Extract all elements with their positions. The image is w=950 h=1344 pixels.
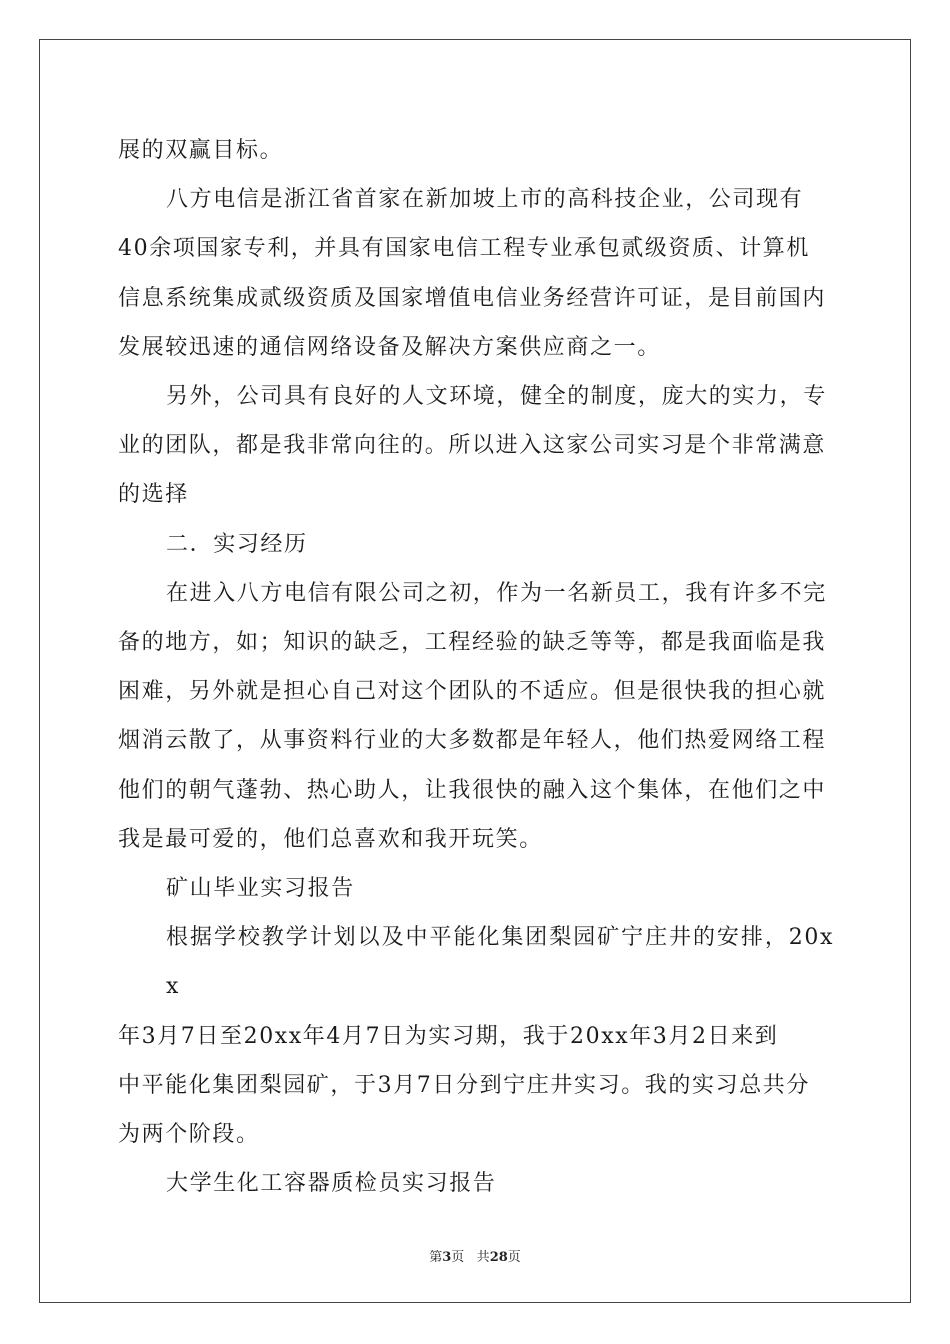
paragraph [118, 175, 834, 372]
text-line: 八方电信是浙江省首家在新加坡上市的高科技企业，公司现有 [166, 187, 804, 213]
current-page-number: 3 [442, 1250, 452, 1265]
text-line: 中平能化集团梨园矿，于3月7日分到宁庄井实习。我的实习总共分 [118, 1072, 810, 1098]
footer-prefix: 第 [429, 1250, 443, 1265]
paragraph [118, 372, 834, 520]
text-line: 年3月7日至20xx年4月7日为实习期，我于20xx年3月2日来到 [118, 1023, 779, 1049]
text-line: 的选择 [118, 482, 189, 508]
section-heading [118, 520, 834, 569]
paragraph [118, 126, 834, 175]
text-line: 烟消云散了，从事资料行业的大多数都是年轻人，他们热爱网络工程 [118, 728, 827, 754]
paragraph [118, 569, 834, 864]
total-pages-number: 28 [489, 1250, 508, 1265]
section-heading [118, 864, 834, 913]
text-line: 备的地方，如；知识的缺乏，工程经验的缺乏等等，都是我面临是我 [118, 630, 827, 656]
document-body [118, 126, 834, 1208]
page-footer [0, 1246, 950, 1265]
text-line: 困难，另外就是担心自己对这个团队的不适应。但是很快我的担心就 [118, 679, 827, 705]
text-line: 二．实习经历 [166, 531, 308, 557]
footer-total-prefix: 共 [476, 1250, 490, 1265]
paragraph [118, 913, 834, 1159]
text-line: 业的团队，都是我非常向往的。所以进入这家公司实习是个非常满意 [118, 433, 827, 459]
text-line: 他们的朝气蓬勃、热心助人，让我很快的融入这个集体，在他们之中 [118, 777, 827, 803]
text-line: 另外，公司具有良好的人文环境，健全的制度，庞大的实力，专 [166, 384, 827, 410]
footer-total-suffix: 页 [507, 1250, 521, 1265]
text-line: 我是最可爱的，他们总喜欢和我开玩笑。 [118, 826, 543, 852]
text-line: 为两个阶段。 [118, 1122, 260, 1148]
text-line: 发展较迅速的通信网络设备及解决方案供应商之一。 [118, 334, 661, 360]
text-line: 大学生化工容器质检员实习报告 [166, 1171, 497, 1197]
text-line: 40余项国家专利，并具有国家电信工程专业承包贰级资质、计算机 [118, 236, 810, 262]
text-line: 矿山毕业实习报告 [166, 876, 355, 902]
text-line: 信息系统集成贰级资质及国家增值电信业务经营许可证，是目前国内 [118, 285, 827, 311]
text-line: 展的双赢目标。 [118, 138, 284, 163]
text-line: 在进入八方电信有限公司之初，作为一名新员工，我有许多不完 [166, 580, 827, 606]
section-heading [118, 1159, 834, 1208]
text-line: 根据学校教学计划以及中平能化集团梨园矿宁庄井的安排，20xx [166, 925, 834, 1000]
footer-page-word: 页 [451, 1250, 465, 1265]
